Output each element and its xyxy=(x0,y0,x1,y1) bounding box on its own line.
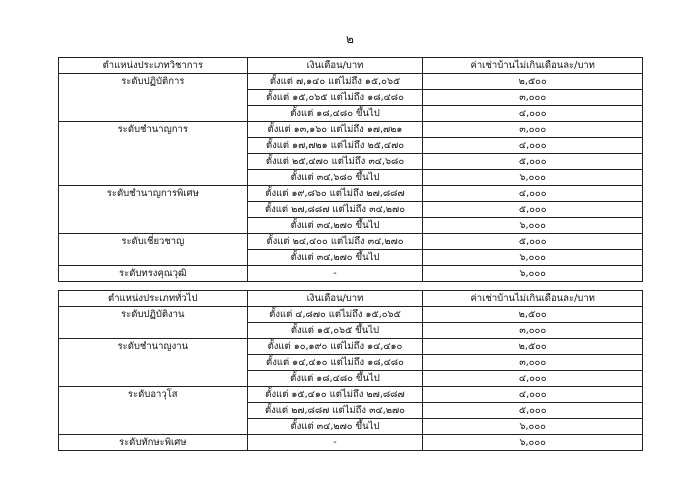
rent-cell: ๔,๐๐๐ xyxy=(423,371,643,387)
salary-cell: ตั้งแต่ ๔,๘๗๐ แต่ไม่ถึง ๑๕,๐๖๕ xyxy=(247,307,423,323)
level-cell: ระดับทรงคุณวุฒิ xyxy=(59,266,248,282)
rent-cell: ๖,๐๐๐ xyxy=(423,218,643,234)
table-body xyxy=(59,307,643,451)
table-row xyxy=(59,234,643,250)
rent-cell: ๔,๐๐๐ xyxy=(423,387,643,403)
academic-position-table xyxy=(58,57,643,282)
rent-cell: ๔,๐๐๐ xyxy=(423,186,643,202)
rent-cell: ๒,๕๐๐ xyxy=(423,307,643,323)
column-header-rent: ค่าเช่าบ้านไม่เกินเดือนละ/บาท xyxy=(423,58,643,74)
level-cell: ระดับปฏิบัติงาน xyxy=(59,307,248,339)
rent-cell: ๕,๐๐๐ xyxy=(423,234,643,250)
salary-cell: - xyxy=(247,435,423,451)
rent-cell: ๖,๐๐๐ xyxy=(423,250,643,266)
salary-cell: ตั้งแต่ ๒๗,๘๘๗ แต่ไม่ถึง ๓๔,๒๗๐ xyxy=(247,403,423,419)
rent-cell: ๓,๐๐๐ xyxy=(423,122,643,138)
level-cell: ระดับอาวุโส xyxy=(59,387,248,435)
table-header-row xyxy=(59,291,643,307)
salary-cell: ตั้งแต่ ๓๔,๖๘๐ ขึ้นไป xyxy=(247,170,423,186)
level-cell: ระดับชำนาญงาน xyxy=(59,339,248,387)
table-row xyxy=(59,74,643,90)
salary-cell: ตั้งแต่ ๒๗,๘๘๗ แต่ไม่ถึง ๓๔,๒๗๐ xyxy=(247,202,423,218)
salary-cell: ตั้งแต่ ๑๕,๔๑๐ แต่ไม่ถึง ๒๗,๘๘๗ xyxy=(247,387,423,403)
rent-cell: ๒,๕๐๐ xyxy=(423,74,643,90)
salary-cell: ตั้งแต่ ๑๓,๑๖๐ แต่ไม่ถึง ๑๗,๗๒๑ xyxy=(247,122,423,138)
rent-cell: ๓,๐๐๐ xyxy=(423,355,643,371)
salary-cell: ตั้งแต่ ๑๗,๗๒๑ แต่ไม่ถึง ๒๕,๔๗๐ xyxy=(247,138,423,154)
rent-cell: ๒,๕๐๐ xyxy=(423,339,643,355)
salary-cell: ตั้งแต่ ๑๕,๐๖๕ แต่ไม่ถึง ๑๘,๔๘๐ xyxy=(247,90,423,106)
table-row xyxy=(59,387,643,403)
salary-cell: - xyxy=(247,266,423,282)
salary-cell: ตั้งแต่ ๑๙,๘๖๐ แต่ไม่ถึง ๒๗,๘๘๗ xyxy=(247,186,423,202)
table-row xyxy=(59,122,643,138)
salary-cell: ตั้งแต่ ๒๔,๔๐๐ แต่ไม่ถึง ๓๔,๒๗๐ xyxy=(247,234,423,250)
column-header-salary: เงินเดือน/บาท xyxy=(247,58,423,74)
level-cell: ระดับชำนาญการ xyxy=(59,122,248,186)
general-position-table xyxy=(58,290,643,451)
salary-cell: ตั้งแต่ ๓๔,๒๗๐ ขึ้นไป xyxy=(247,250,423,266)
salary-cell: ตั้งแต่ ๑๘,๔๘๐ ขึ้นไป xyxy=(247,371,423,387)
column-header-position: ตำแหน่งประเภทวิชาการ xyxy=(59,58,248,74)
salary-cell: ตั้งแต่ ๓๔,๒๗๐ ขึ้นไป xyxy=(247,218,423,234)
salary-cell: ตั้งแต่ ๓๔,๒๗๐ ขึ้นไป xyxy=(247,419,423,435)
rent-cell: ๕,๐๐๐ xyxy=(423,403,643,419)
rent-cell: ๖,๐๐๐ xyxy=(423,266,643,282)
rent-cell: ๕,๐๐๐ xyxy=(423,154,643,170)
column-header-salary: เงินเดือน/บาท xyxy=(247,291,423,307)
level-cell: ระดับทักษะพิเศษ xyxy=(59,435,248,451)
table-header-row xyxy=(59,58,643,74)
table-row xyxy=(59,435,643,451)
table-row xyxy=(59,266,643,282)
column-header-position: ตำแหน่งประเภททั่วไป xyxy=(59,291,248,307)
salary-cell: ตั้งแต่ ๑๐,๑๙๐ แต่ไม่ถึง ๑๔,๔๑๐ xyxy=(247,339,423,355)
salary-cell: ตั้งแต่ ๑๕,๐๖๕ ขึ้นไป xyxy=(247,323,423,339)
page-number: ๒ xyxy=(346,32,354,46)
rent-cell: ๖,๐๐๐ xyxy=(423,170,643,186)
rent-cell: ๓,๐๐๐ xyxy=(423,90,643,106)
level-cell: ระดับชำนาญการพิเศษ xyxy=(59,186,248,234)
rent-cell: ๖,๐๐๐ xyxy=(423,435,643,451)
rent-cell: ๖,๐๐๐ xyxy=(423,419,643,435)
rent-cell: ๕,๐๐๐ xyxy=(423,202,643,218)
table-row xyxy=(59,186,643,202)
rent-cell: ๓,๐๐๐ xyxy=(423,323,643,339)
salary-cell: ตั้งแต่ ๗,๑๔๐ แต่ไม่ถึง ๑๕,๐๖๕ xyxy=(247,74,423,90)
rent-cell: ๔,๐๐๐ xyxy=(423,138,643,154)
salary-cell: ตั้งแต่ ๑๘,๔๘๐ ขึ้นไป xyxy=(247,106,423,122)
column-header-rent: ค่าเช่าบ้านไม่เกินเดือนละ/บาท xyxy=(423,291,643,307)
salary-cell: ตั้งแต่ ๒๕,๔๗๐ แต่ไม่ถึง ๓๔,๖๘๐ xyxy=(247,154,423,170)
rent-cell: ๔,๐๐๐ xyxy=(423,106,643,122)
table-row xyxy=(59,307,643,323)
salary-cell: ตั้งแต่ ๑๔,๔๑๐ แต่ไม่ถึง ๑๘,๔๘๐ xyxy=(247,355,423,371)
table-body xyxy=(59,74,643,282)
table-row xyxy=(59,339,643,355)
level-cell: ระดับเชี่ยวชาญ xyxy=(59,234,248,266)
level-cell: ระดับปฏิบัติการ xyxy=(59,74,248,122)
